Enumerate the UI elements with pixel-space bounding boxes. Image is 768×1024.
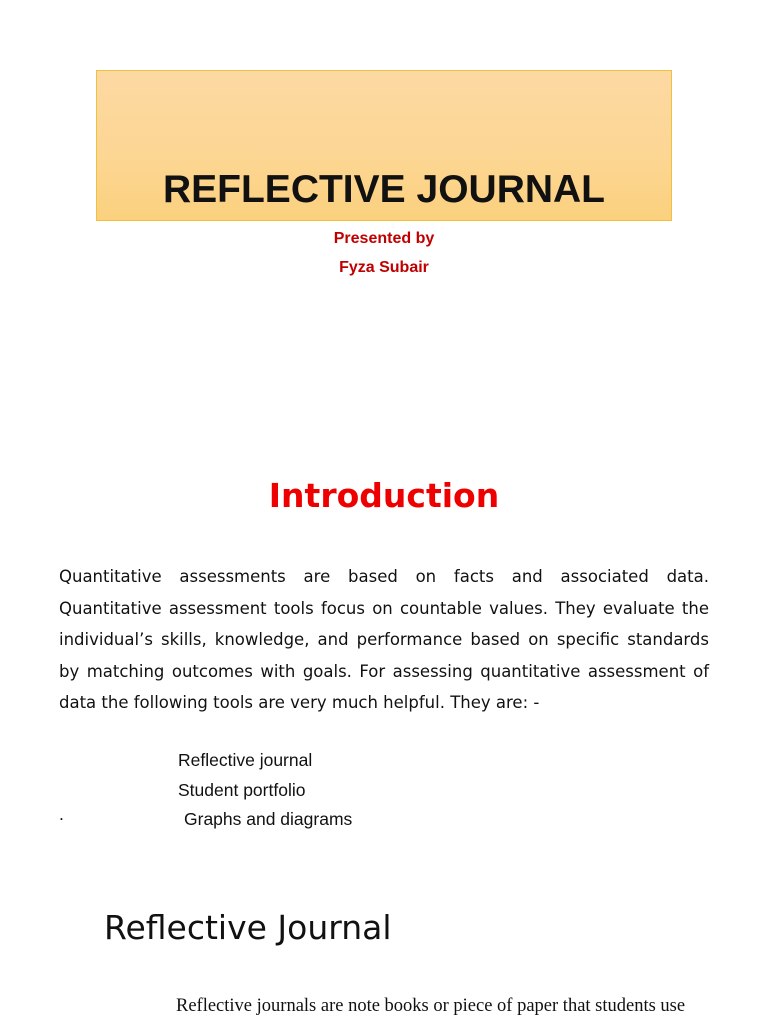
tools-list-item: Reflective journal	[178, 750, 313, 770]
stray-period: .	[59, 804, 64, 824]
introduction-heading: Introduction	[268, 476, 500, 515]
introduction-paragraph: Quantitative assessments are based on facts and associated data. Quantitative assessment tools focus on countable values. They evaluate the individual’s skills, knowledge, and performance based on specific standards by matching outcomes with goals. For assessing quantitative assessment of data the following tools are very much helpful. They are: -	[59, 567, 709, 712]
reflective-journal-paragraph: Reflective journals are note books or piece of paper that students use	[176, 996, 686, 1016]
document-title: REFLECTIVE JOURNAL	[162, 168, 606, 211]
tools-list-item: Student portfolio	[178, 779, 306, 800]
tools-list	[178, 746, 352, 835]
presenter-name: Fyza Subair	[339, 259, 429, 276]
reflective-journal-heading: Reflective Journal	[104, 908, 392, 947]
tools-list-item: Graphs and diagrams	[184, 809, 353, 829]
presented-by-label: Presented by	[333, 230, 435, 247]
